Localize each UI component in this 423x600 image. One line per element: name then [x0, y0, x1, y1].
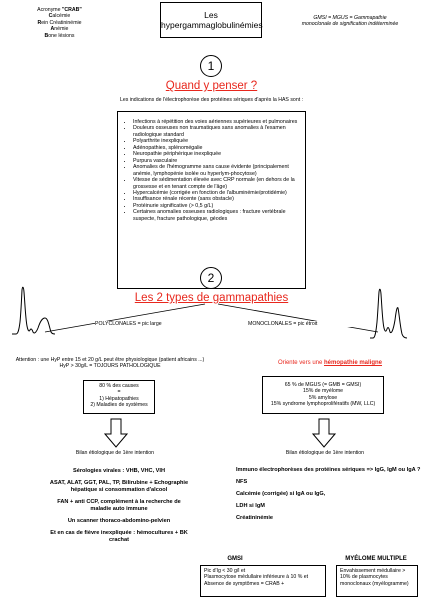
section1-intro: Les indications de l'électrophorèse des protéines sériques d'après la HAS sont : — [119, 97, 304, 103]
attention-line2: HyP > 30g/L = TOJOURS PATHOLOGIQUE — [59, 363, 161, 370]
poly-box-line1: 80 % des causes — [99, 383, 139, 389]
myelome-line2: 10% de plasmocytes — [340, 574, 388, 581]
list-item: • Douleurs osseuses non traumatiques sans anomalies à l'examen radiologique standard — [133, 125, 300, 138]
list-item: LDH si IgM — [236, 503, 265, 509]
list-item: • Neuropathie périphérique inexpliquée — [133, 151, 300, 157]
acronym-initial: C — [48, 13, 53, 20]
indications-box — [117, 111, 306, 289]
list-item: Immuno électrophorèses des protéines sériques => IgG, IgM ou IgA ? — [236, 467, 421, 473]
list-item: Calcémie (corrigée) si IgA ou IgG, — [236, 491, 326, 497]
polyclonal-causes-box — [83, 380, 155, 414]
mono-box-line2: 15% de myélome — [302, 388, 344, 395]
acronym-initial: A — [50, 26, 55, 33]
polyclonal-label: POLYCLONALES = pic large — [95, 321, 205, 327]
bilan-right-title: Bilan étiologique de 1ère intention — [285, 450, 365, 456]
list-item: • Anomalies de l'hémogramme sans cause évidente (principalement anémie, lymphopénie isolée ou hyperlym-phocytose) — [133, 164, 300, 177]
acronym-rest: ein Créatininémie — [41, 19, 82, 26]
list-item: • Hypercalcémie (corrigée en fonction de l'albuminémie/protidémie) — [133, 190, 300, 196]
orientation-bold: hémopathie maligne — [324, 360, 383, 366]
poly-box-line2: = — [117, 389, 121, 396]
myelome-line3: monoclonaux (myélogramme) — [340, 580, 409, 587]
section-number-1: 1 — [200, 55, 222, 77]
gmsi-criteria-box — [200, 565, 326, 597]
section2-heading: Les 2 types de gammapathies — [134, 292, 289, 304]
down-arrow-right-icon — [312, 418, 336, 448]
gmsi-line1: Pic d'Ig < 30 g/l et — [204, 568, 246, 574]
acronym-rest: alcémie — [52, 13, 71, 20]
acronym-title-prefix: Acronyme — [37, 7, 62, 13]
acronym-initial: R — [37, 19, 42, 26]
monoclonal-label: MONOCLONALES = pic étroit — [248, 321, 358, 327]
myelome-criteria-box — [336, 565, 418, 597]
list-item: • Purpura vasculaire — [133, 158, 300, 164]
gmsi-note-line2: monoclonale de signification indéterminée — [301, 21, 399, 28]
list-item: FAN + anti CCP, complément à la recherche de maladie auto immune — [57, 499, 181, 512]
page-title-line2: hypergammaglobulinémies — [161, 20, 263, 30]
acronym-rest: némie — [54, 26, 69, 33]
gmsi-line2: Plasmocytose médullaire inférieure à 10 % et — [204, 574, 309, 581]
list-item: • Protéinurie significative (˃ 0,5 g/L) — [133, 203, 300, 209]
orientation-prefix: Oriente vers une — [277, 360, 324, 366]
gmsi-definition-note — [280, 15, 420, 28]
bilan-right-list — [236, 467, 421, 527]
gmsi-title: GMSI — [227, 556, 243, 562]
attention-note — [0, 357, 220, 370]
connector-left — [45, 304, 205, 332]
list-item: Et en cas de fièvre inexpliquée : hémocultures + BK crachat — [50, 530, 188, 543]
acronym-letter-b — [12, 33, 107, 39]
list-item: • Polyarthrite inexpliquée — [133, 138, 300, 144]
list-item: Créatininémie — [236, 515, 273, 521]
orientation-note — [245, 360, 415, 368]
bilan-left-title: Bilan étiologique de 1ère intention — [75, 450, 155, 456]
list-item: • Insuffisance rénale récente (sans obstacle) — [133, 196, 300, 202]
indications-list — [124, 119, 300, 222]
connector-right — [218, 304, 378, 332]
monoclonal-causes-box — [262, 376, 384, 414]
myelome-title: MYÉLOME MULTIPLE — [345, 556, 407, 562]
mono-box-line3: 5% amylose — [308, 394, 338, 401]
gammapathy-diagram — [0, 282, 423, 362]
list-item: Sérologies virales : VHB, VHC, VIH — [72, 468, 165, 474]
acronym-title-bold: "CRAB" — [61, 7, 82, 13]
list-item: • Adénopathies, splénomégalie — [133, 145, 300, 151]
acronym-initial: B — [44, 32, 49, 39]
section1-heading: Quand y penser ? — [165, 80, 258, 92]
list-item: • Certaines anomalies osseuses radiologiques : fracture vertébrale suspecte, fracture pathologique, géodes — [133, 209, 300, 222]
monoclonal-electrophoresis-curve — [370, 289, 407, 338]
page-title-line1: Les — [204, 10, 218, 20]
polyclonal-electrophoresis-curve — [12, 287, 55, 334]
poly-box-line3: 1) Hépatopathies — [99, 395, 139, 402]
poly-box-line4: 2) Maladies de systèmes — [90, 402, 148, 409]
section-number-2: 2 — [200, 267, 222, 289]
gmsi-line3: Absence de symptômes = CRAB + — [204, 580, 285, 587]
acronym-block — [12, 7, 107, 39]
list-item: • Vitesse de sédimentation élevée avec CRP normale (en dehors de la grossesse et en tenant compte de l'âge) — [133, 177, 300, 190]
list-item: • Infections à répétition des voies aériennes supérieures et pulmonaires — [133, 119, 300, 125]
down-arrow-left-icon — [104, 418, 128, 448]
attention-line1: Attention : une HyP entre 15 et 20 g/L peut être physiologique (patient africains ...) — [15, 357, 205, 363]
mono-box-line4: 15% syndrome lymphoprolifératifs (MW, LLC) — [270, 401, 376, 408]
list-item: NFS — [236, 479, 248, 485]
acronym-rest: one lésions — [48, 32, 75, 39]
bilan-left-list — [48, 468, 190, 549]
page-title-box — [160, 2, 262, 38]
gmsi-note-line1: GMSI = MGUS = Gammapathie — [313, 15, 387, 21]
list-item: ASAT, ALAT, GGT, PAL, TP, Bilirubine + Echographie hépatique si consommation d'alcool — [49, 480, 189, 493]
mono-box-line1: 65 % de MGUS (= GMB = GMSI) — [284, 382, 362, 388]
myelome-line1: Envahissement médullaire > — [340, 568, 406, 574]
list-item: Un scanner thoraco-abdomino-pelvien — [67, 518, 171, 524]
